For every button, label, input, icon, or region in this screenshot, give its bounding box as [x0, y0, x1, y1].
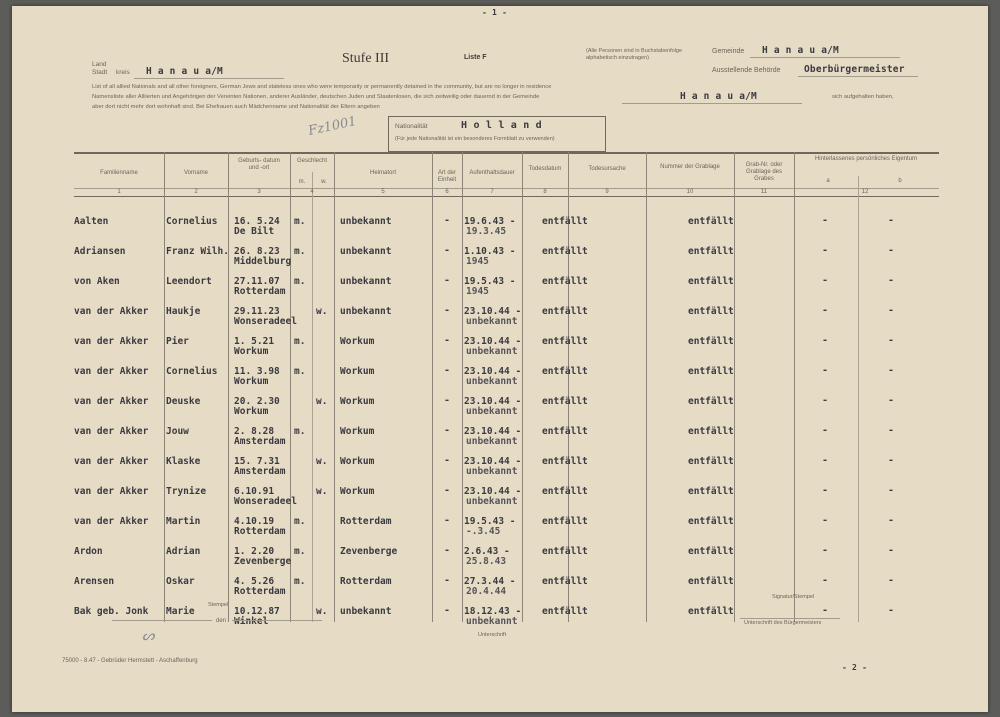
cell-stay-to: 25.8.43 [466, 556, 507, 567]
cell-unit: - [444, 245, 451, 256]
cell-unit: - [444, 515, 451, 526]
nationality-label: Nationalität [395, 123, 428, 130]
cell-firstname: Haukje [166, 306, 201, 317]
col-num-11: 11 [760, 189, 768, 195]
cell-birth-date: 6.10.91 [234, 486, 275, 497]
cell-property-a: - [822, 245, 829, 256]
instruction-note-2: alphabetisch einzutragen) [586, 55, 649, 61]
col-header-home: Heimatort [369, 170, 396, 176]
cell-home: Workum [340, 366, 375, 377]
cell-stay-from: 23.10.44 - [464, 306, 522, 317]
cell-stay-to: unbekannt [466, 466, 518, 477]
cell-birth-date: 15. 7.31 [234, 456, 280, 467]
land-label: Land [92, 61, 107, 68]
cell-property-b: - [888, 485, 895, 496]
cell-birth-date: 20. 2.30 [234, 396, 280, 407]
cell-stay-from: 23.10.44 - [464, 426, 522, 437]
cell-property-a: - [822, 515, 829, 526]
cell-sex: m. [294, 216, 306, 227]
cell-property-b: - [888, 215, 895, 226]
cell-property-b: - [888, 395, 895, 406]
cell-birth-place: Rotterdam [234, 286, 286, 297]
cell-grave: entfällt [688, 546, 734, 557]
cell-death: entfällt [542, 516, 588, 527]
cell-birth-place: Rotterdam [234, 526, 286, 537]
cell-firstname: Trynize [166, 486, 207, 497]
cell-property-b: - [888, 365, 895, 376]
cell-death: entfällt [542, 396, 588, 407]
cell-stay-from: 23.10.44 - [464, 486, 522, 497]
cell-stay-to: unbekannt [466, 316, 518, 327]
cell-unit: - [444, 485, 451, 496]
cell-stay-from: 19.5.43 - [464, 276, 516, 287]
cell-birth-place: Wonseradeel [234, 496, 297, 507]
nationality-note: (Für jede Nationalität ist ein besonderes Formblatt zu verwenden) [395, 136, 555, 142]
gemeinde-label: Gemeinde [712, 48, 745, 55]
cell-stay-from: 19.6.43 - [464, 216, 516, 227]
cell-surname: von Aken [74, 276, 120, 287]
cell-sex: w. [316, 306, 328, 317]
cell-home: Workum [340, 426, 375, 437]
cell-stay-from: 23.10.44 - [464, 336, 522, 347]
cell-sex: m. [294, 426, 306, 437]
cell-birth-date: 1. 2.20 [234, 546, 275, 557]
cell-surname: van der Akker [74, 306, 149, 317]
cell-death: entfällt [542, 216, 588, 227]
document-sheet [12, 6, 988, 712]
cell-surname: Ardon [74, 546, 103, 557]
cell-death: entfällt [542, 246, 588, 257]
footer-mayor-signature-label: Unterschrift des Bürgermeisters [744, 620, 822, 626]
col-num-12: 12 [861, 189, 869, 195]
col-header-unit: Art der Einheit [437, 170, 457, 183]
cell-birth-date: 11. 3.98 [234, 366, 280, 377]
cell-stay-from: 18.12.43 - [464, 606, 522, 617]
cell-stay-to: -.3.45 [466, 526, 501, 537]
cell-home: Workum [340, 396, 375, 407]
cell-surname: van der Akker [74, 396, 149, 407]
cell-property-a: - [822, 335, 829, 346]
cell-unit: - [444, 605, 451, 616]
cell-birth-date: 27.11.07 [234, 276, 280, 287]
cell-birth-date: 26. 8.23 [234, 246, 280, 257]
cell-stay-from: 2.6.43 - [464, 546, 510, 557]
cell-unit: - [444, 395, 451, 406]
cell-grave: entfällt [688, 276, 734, 287]
cell-home: Workum [340, 456, 375, 467]
nationality-box [388, 116, 606, 152]
col-header-sex-w: w. [321, 179, 327, 185]
cell-sex: m. [294, 576, 306, 587]
col-header-property: Hinterlassenes persönliches Eigentum [814, 156, 918, 162]
cell-grave: entfällt [688, 606, 734, 617]
footer-signature-label: Unterschrift [478, 632, 507, 638]
cell-home: Rotterdam [340, 516, 392, 527]
cell-property-b: - [888, 275, 895, 286]
cell-unit: - [444, 575, 451, 586]
cell-property-a: - [822, 425, 829, 436]
footer-stamp-label: Stempel [208, 602, 229, 608]
cell-firstname: Franz Wilh. [166, 246, 229, 257]
cell-home: unbekannt [340, 246, 392, 257]
cell-property-b: - [888, 455, 895, 466]
cell-property-a: - [822, 455, 829, 466]
cell-home: Workum [340, 336, 375, 347]
intro-gemeinde-value: H a n a u a/M [680, 91, 757, 102]
cell-stay-to: 19.3.45 [466, 226, 507, 237]
col-header-grave-num: Nummer der Grablage [660, 164, 720, 170]
cell-birth-date: 16. 5.24 [234, 216, 280, 227]
cell-birth-date: 29.11.23 [234, 306, 280, 317]
cell-sex: m. [294, 276, 306, 287]
col-header-firstname: Vorname [183, 170, 208, 176]
cell-surname: van der Akker [74, 456, 149, 467]
intro-line-3: aber dort nicht mehr dort wohnhaft sind. Bei Ehefrauen auch Mädchenname und Nationalität der Eltern angeben [92, 104, 380, 110]
cell-birth-place: Zevenberge [234, 556, 292, 567]
cell-surname: van der Akker [74, 426, 149, 437]
cell-home: unbekannt [340, 606, 392, 617]
cell-birth-date: 1. 5.21 [234, 336, 275, 347]
behoerde-value: Oberbürgermeister [804, 64, 905, 75]
cell-firstname: Oskar [166, 576, 195, 587]
cell-property-b: - [888, 605, 895, 616]
cell-surname: van der Akker [74, 366, 149, 377]
cell-firstname: Pier [166, 336, 189, 347]
cell-property-b: - [888, 335, 895, 346]
cell-stay-from: 1.10.43 - [464, 246, 516, 257]
cell-stay-to: unbekannt [466, 406, 518, 417]
cell-birth-place: Middelburg [234, 256, 292, 267]
cell-death: entfällt [542, 306, 588, 317]
cell-stay-to: unbekannt [466, 496, 518, 507]
cell-death: entfällt [542, 276, 588, 287]
kreis-label: kreis [116, 69, 130, 76]
col-header-death: Todesdatum [528, 166, 562, 172]
col-header-stay: Aufenthaltsdauer [469, 170, 515, 176]
cell-stay-from: 19.5.43 - [464, 516, 516, 527]
cell-property-a: - [822, 305, 829, 316]
cell-birth-place: Workum [234, 346, 269, 357]
cell-death: entfällt [542, 606, 588, 617]
col-header-property-a: a [826, 178, 830, 184]
cell-stay-to: 1945 [466, 286, 489, 297]
col-num-4: 4 [310, 189, 314, 195]
cell-property-b: - [888, 425, 895, 436]
cell-home: Rotterdam [340, 576, 392, 587]
cell-birth-place: Winkel [234, 616, 269, 627]
cell-surname: Aalten [74, 216, 109, 227]
cell-firstname: Cornelius [166, 366, 218, 377]
list-label: Liste F [464, 54, 487, 61]
cell-grave: entfällt [688, 366, 734, 377]
cell-sex: m. [294, 336, 306, 347]
cell-surname: Arensen [74, 576, 115, 587]
cell-grave: entfällt [688, 216, 734, 227]
cell-firstname: Jouw [166, 426, 189, 437]
kreis-value: H a n a u a/M [146, 66, 223, 77]
cell-unit: - [444, 215, 451, 226]
cell-firstname: Deuske [166, 396, 201, 407]
cell-surname: van der Akker [74, 486, 149, 497]
cell-grave: entfällt [688, 396, 734, 407]
cell-grave: entfällt [688, 516, 734, 527]
cell-grave: entfällt [688, 576, 734, 587]
cell-birth-date: 4. 5.26 [234, 576, 275, 587]
footer-signature-stamp-label: Signatur/Stempel [772, 594, 815, 600]
col-num-3: 3 [257, 189, 261, 195]
cell-stay-from: 27.3.44 - [464, 576, 516, 587]
cell-property-a: - [822, 485, 829, 496]
cell-property-a: - [822, 365, 829, 376]
cell-grave: entfällt [688, 246, 734, 257]
cell-birth-place: De Bilt [234, 226, 275, 237]
cell-unit: - [444, 365, 451, 376]
cell-grave: entfällt [688, 486, 734, 497]
form-title: Stufe III [342, 51, 390, 66]
cell-birth-place: Workum [234, 376, 269, 387]
cell-unit: - [444, 455, 451, 466]
cell-birth-place: Workum [234, 406, 269, 417]
cell-sex: m. [294, 516, 306, 527]
page-number-bottom: - 2 - [842, 663, 868, 672]
cell-death: entfällt [542, 456, 588, 467]
cell-property-b: - [888, 305, 895, 316]
col-num-9: 9 [605, 189, 609, 195]
cell-firstname: Adrian [166, 546, 201, 557]
cell-stay-from: 23.10.44 - [464, 456, 522, 467]
cell-home: Zevenberge [340, 546, 398, 557]
col-num-8: 8 [543, 189, 547, 195]
cell-home: unbekannt [340, 306, 392, 317]
cell-property-a: - [822, 395, 829, 406]
col-num-5: 5 [381, 189, 385, 195]
col-num-10: 10 [686, 189, 694, 195]
col-num-1: 1 [117, 189, 121, 195]
cell-property-a: - [822, 605, 829, 616]
col-header-property-b: b [898, 178, 902, 184]
cell-sex: w. [316, 456, 328, 467]
cell-grave: entfällt [688, 426, 734, 437]
instruction-note-1: (Alle Personen sind in Buchstabenfolge [586, 48, 683, 54]
cell-birth-place: Amsterdam [234, 436, 286, 447]
col-num-7: 7 [490, 189, 494, 195]
cell-firstname: Martin [166, 516, 201, 527]
cell-property-a: - [822, 275, 829, 286]
cell-unit: - [444, 545, 451, 556]
cell-stay-to: unbekannt [466, 616, 518, 627]
cell-sex: m. [294, 366, 306, 377]
cell-unit: - [444, 425, 451, 436]
cell-firstname: Marie [166, 606, 195, 617]
col-num-6: 6 [445, 189, 449, 195]
cell-stay-from: 23.10.44 - [464, 396, 522, 407]
cell-property-b: - [888, 515, 895, 526]
cell-surname: Bak geb. Jonk [74, 606, 149, 617]
cell-property-a: - [822, 215, 829, 226]
cell-death: entfällt [542, 366, 588, 377]
cell-birth-date: 2. 8.28 [234, 426, 275, 437]
cell-home: Workum [340, 486, 375, 497]
pencil-annotation: Fz1001 [306, 114, 358, 139]
cell-unit: - [444, 305, 451, 316]
cell-firstname: Leendort [166, 276, 212, 287]
cell-stay-to: unbekannt [466, 346, 518, 357]
cell-birth-place: Amsterdam [234, 466, 286, 477]
cell-stay-to: unbekannt [466, 436, 518, 447]
cell-birth-place: Wonseradeel [234, 316, 297, 327]
cell-birth-date: 4.10.19 [234, 516, 275, 527]
cell-sex: m. [294, 546, 306, 557]
intro-line-1: List of all allied Nationals and all other foreigners, German Jews and stateless ones who were temporarily or permanently detained in the community, but are no longer in residence [92, 84, 552, 90]
cell-property-b: - [888, 575, 895, 586]
cell-stay-from: 23.10.44 - [464, 366, 522, 377]
intro-line-2: Namensliste aller Alliierten und Angehörigen der Vereinten Nationen, anderer Ausländer, deutschen Juden und Staatenlosen, die sich zeitweilig oder dauernd in der Gemeinde [92, 94, 540, 100]
cell-unit: - [444, 275, 451, 286]
cell-death: entfällt [542, 576, 588, 587]
cell-unit: - [444, 335, 451, 346]
cell-home: unbekannt [340, 216, 392, 227]
col-num-2: 2 [194, 189, 198, 195]
col-header-sex-m: m. [298, 179, 306, 185]
intro-line-2-end: sich aufgehalten haben, [832, 94, 894, 100]
cell-surname: van der Akker [74, 516, 149, 527]
page-number-top: - 1 - [482, 8, 508, 17]
col-header-sex: Geschlecht [296, 158, 327, 164]
cell-sex: w. [316, 606, 328, 617]
cell-sex: w. [316, 486, 328, 497]
cell-property-a: - [822, 545, 829, 556]
cell-home: unbekannt [340, 276, 392, 287]
cell-property-b: - [888, 545, 895, 556]
col-header-birth: Geburts- datum und -ort [238, 158, 280, 171]
cell-birth-date: 10.12.87 [234, 606, 280, 617]
footer-print-note: 75000 - 8.47 - Gebrüder Hermstett - Aschaffenburg [62, 658, 198, 664]
cell-firstname: Klaske [166, 456, 201, 467]
cell-surname: Adriansen [74, 246, 126, 257]
behoerde-label: Ausstellende Behörde [712, 67, 781, 74]
col-header-surname: Familienname [100, 170, 138, 176]
footer-dat-label: den [216, 618, 227, 624]
cell-birth-place: Rotterdam [234, 586, 286, 597]
nationality-value: H o l l a n d [461, 120, 542, 131]
cell-stay-to: 20.4.44 [466, 586, 507, 597]
cell-stay-to: unbekannt [466, 376, 518, 387]
cell-firstname: Cornelius [166, 216, 218, 227]
cell-death: entfällt [542, 486, 588, 497]
cell-property-a: - [822, 575, 829, 586]
cell-death: entfällt [542, 336, 588, 347]
cell-surname: van der Akker [74, 336, 149, 347]
cell-sex: w. [316, 396, 328, 407]
stadt-label: Stadt [92, 69, 108, 76]
col-header-grave: Grab-Nr. oder Grablage des Grabes [745, 162, 783, 182]
cell-grave: entfällt [688, 456, 734, 467]
pencil-mark: ᔕ [142, 628, 155, 644]
cell-grave: entfällt [688, 306, 734, 317]
cell-grave: entfällt [688, 336, 734, 347]
gemeinde-value: H a n a u a/M [762, 45, 839, 56]
cell-stay-to: 1945 [466, 256, 489, 267]
cell-death: entfällt [542, 546, 588, 557]
cell-property-b: - [888, 245, 895, 256]
col-header-cause: Todesursache [588, 166, 626, 172]
cell-sex: m. [294, 246, 306, 257]
cell-death: entfällt [542, 426, 588, 437]
